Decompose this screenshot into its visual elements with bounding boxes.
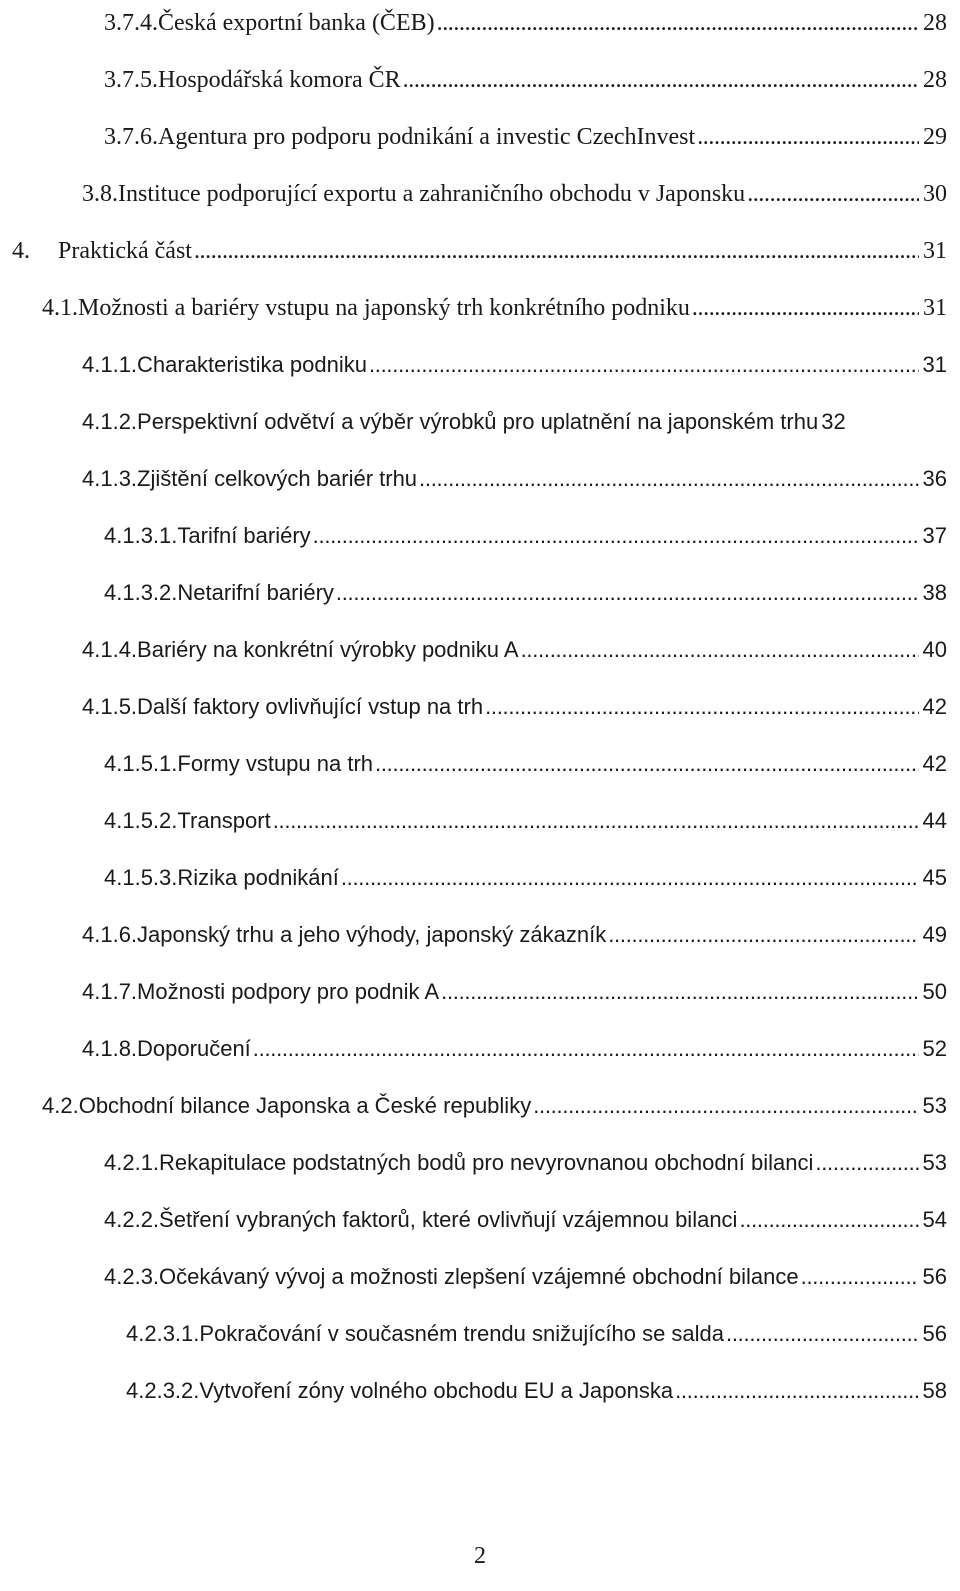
toc-entry-title: Očekávaný vývoj a možnosti zlepšení vzájemné obchodní bilance: [159, 1264, 799, 1289]
toc-leader-dots: [273, 801, 919, 841]
toc-entry-page: 45: [922, 865, 947, 890]
toc-leader-dots: [194, 231, 919, 271]
toc-entry-page: 53: [922, 1093, 947, 1118]
toc-entry-page: 49: [922, 922, 947, 947]
toc-entry-number: 4.1.6.: [82, 922, 138, 947]
toc-entry-title: Bariéry na konkrétní výrobky podniku A: [137, 637, 519, 662]
toc-entry-title: Obchodní bilance Japonska a České republiky: [78, 1093, 532, 1118]
toc-leader-dots: [253, 1029, 919, 1069]
toc-entry-page: 28: [923, 10, 947, 36]
toc-entry[interactable]: [82, 402, 947, 442]
toc-leader-dots: [521, 630, 919, 670]
toc-entry-title: Praktická část: [58, 238, 192, 264]
toc-entry-page: 56: [922, 1264, 947, 1289]
toc-leader-dots: [437, 3, 919, 43]
toc-entry[interactable]: [12, 231, 947, 271]
toc-entry[interactable]: [126, 1314, 947, 1354]
toc-entry-title: Rekapitulace podstatných bodů pro nevyrovnanou obchodní bilanci: [159, 1150, 814, 1175]
toc-entry[interactable]: [104, 858, 947, 898]
toc-entry-page: 29: [923, 124, 947, 150]
toc-entry-number: 4.: [12, 238, 30, 264]
toc-entry[interactable]: [82, 630, 947, 670]
toc-leader-dots: [533, 1086, 918, 1126]
toc-leader-dots: [801, 1257, 919, 1297]
toc-entry[interactable]: [82, 687, 947, 727]
toc-leader-dots: [815, 1143, 918, 1183]
page-number: 2: [474, 1543, 486, 1569]
toc-entry[interactable]: [104, 516, 947, 556]
toc-leader-dots: [336, 573, 919, 613]
toc-entry-number: 4.2.: [42, 1093, 79, 1118]
toc-leader-dots: [441, 972, 918, 1012]
toc-entry-title: Šetření vybraných faktorů, které ovlivňují vzájemnou bilanci: [159, 1207, 738, 1232]
toc-leader-dots: [341, 858, 919, 898]
toc-leader-dots: [675, 1371, 918, 1411]
toc-entry-number: 4.1.8.: [82, 1036, 138, 1061]
toc-entry-number: 4.1.3.2.: [104, 580, 178, 605]
toc-entry-number: 4.1.7.: [82, 979, 138, 1004]
toc-entry-number: 4.1.3.: [82, 466, 138, 491]
toc-entry-page: 30: [923, 181, 947, 207]
toc-entry-number: 4.1.4.: [82, 637, 138, 662]
toc-entry[interactable]: [104, 744, 947, 784]
toc-entry-title: Pokračování v současném trendu snižujícího se salda: [199, 1321, 725, 1346]
toc-leader-dots: [608, 915, 918, 955]
toc-entry-title: Charakteristika podniku: [137, 352, 367, 377]
toc-entry-number: 4.2.3.2.: [126, 1378, 200, 1403]
toc-leader-dots: [692, 288, 919, 328]
toc-entry[interactable]: [126, 1371, 947, 1411]
toc-entry-number: 3.7.5.: [104, 67, 158, 93]
toc-leader-dots: [375, 744, 918, 784]
toc-entry-number: 4.1.2.: [82, 409, 138, 434]
toc-leader-dots: [747, 174, 919, 214]
toc-entry-page: 31: [923, 238, 947, 264]
toc-entry-title: Instituce podporující exportu a zahraničního obchodu v Japonsku: [118, 181, 746, 207]
toc-entry-number: 3.8.: [82, 181, 118, 207]
toc-entry-title: Tarifní bariéry: [177, 523, 311, 548]
toc-entry-page: 37: [922, 523, 947, 548]
toc-entry[interactable]: [82, 972, 947, 1012]
toc-entry-title: Zjištění celkových bariér trhu: [137, 466, 418, 491]
toc-entry-page: 58: [922, 1378, 947, 1403]
toc-entry[interactable]: [104, 573, 947, 613]
toc-entry-title: Česká exportní banka (ČEB): [158, 10, 435, 36]
toc-entry[interactable]: [82, 1029, 947, 1069]
toc-entry[interactable]: [104, 1257, 947, 1297]
toc-entry[interactable]: [42, 1086, 947, 1126]
toc-leader-dots: [485, 687, 918, 727]
toc-entry-page: 44: [922, 808, 947, 833]
toc-entry-number: 4.2.1.: [104, 1150, 160, 1175]
toc-entry-number: 4.1.: [42, 295, 78, 321]
toc-entry-number: 4.1.5.1.: [104, 751, 178, 776]
toc-entry-title: Japonský trhu a jeho výhody, japonský zákazník: [137, 922, 607, 947]
toc-entry-number: 4.2.3.1.: [126, 1321, 200, 1346]
toc-leader-dots: [726, 1314, 919, 1354]
toc-entry-page: 53: [922, 1150, 947, 1175]
toc-entry-title: Vytvoření zóny volného obchodu EU a Japonska: [199, 1378, 674, 1403]
toc-leader-dots: [419, 459, 918, 499]
toc-entry[interactable]: [104, 1143, 947, 1183]
toc-entry-page: 50: [922, 979, 947, 1004]
toc-entry[interactable]: [42, 288, 947, 328]
toc-entry-page: 36: [922, 466, 947, 491]
toc-entry-title: Doporučení: [137, 1036, 251, 1061]
toc-entry-page: 42: [922, 751, 947, 776]
toc-entry-title: Možnosti podpory pro podnik A: [137, 979, 440, 1004]
toc-entry[interactable]: [104, 1200, 947, 1240]
toc-entry-title: Perspektivní odvětví a výběr výrobků pro uplatnění na japonském trhu: [137, 409, 819, 434]
toc-entry-number: 4.1.1.: [82, 352, 138, 377]
toc-entry-number: 4.1.5.2.: [104, 808, 178, 833]
toc-entry-number: 4.2.2.: [104, 1207, 160, 1232]
toc-entry-title: Možnosti a bariéry vstupu na japonský trh konkrétního podniku: [78, 295, 690, 321]
toc-entry-page: 32: [821, 409, 846, 434]
toc-entry-title: Formy vstupu na trh: [177, 751, 374, 776]
toc-entry[interactable]: [104, 3, 947, 43]
toc-entry[interactable]: [82, 345, 947, 385]
toc-entry[interactable]: [104, 117, 947, 157]
toc-entry-number: 4.1.5.3.: [104, 865, 178, 890]
toc-entry-title: Rizika podnikání: [177, 865, 339, 890]
toc-entry[interactable]: [82, 174, 947, 214]
toc-entry-page: 28: [923, 67, 947, 93]
toc-entry-title: Netarifní bariéry: [177, 580, 334, 605]
toc-entry-page: 31: [923, 295, 947, 321]
toc-entry-page: 40: [922, 637, 947, 662]
toc-entry[interactable]: [82, 459, 947, 499]
toc-entry-page: 31: [922, 352, 947, 377]
toc-entry-page: 56: [922, 1321, 947, 1346]
toc-entry[interactable]: [104, 801, 947, 841]
toc-entry[interactable]: [82, 915, 947, 955]
toc-entry[interactable]: [104, 60, 947, 100]
toc-entry-title: Další faktory ovlivňující vstup na trh: [137, 694, 484, 719]
toc-entry-number: 4.2.3.: [104, 1264, 160, 1289]
toc-entry-number: 3.7.4.: [104, 10, 158, 36]
toc-entry-number: 3.7.6.: [104, 124, 158, 150]
toc-entry-page: 54: [922, 1207, 947, 1232]
toc-leader-dots: [403, 60, 919, 100]
toc-entry-title: Transport: [177, 808, 271, 833]
toc-leader-dots: [313, 516, 919, 556]
toc-leader-dots: [697, 117, 919, 157]
toc-entry-number: 4.1.5.: [82, 694, 138, 719]
toc-entry-title: Hospodářská komora ČR: [158, 67, 401, 93]
toc-leader-dots: [739, 1200, 918, 1240]
toc-entry-page: 52: [922, 1036, 947, 1061]
toc-entry-title: Agentura pro podporu podnikání a investic CzechInvest: [158, 124, 696, 150]
toc-entry-number: 4.1.3.1.: [104, 523, 178, 548]
toc-leader-dots: [369, 345, 919, 385]
toc-entry-page: 42: [922, 694, 947, 719]
toc-entry-page: 38: [922, 580, 947, 605]
